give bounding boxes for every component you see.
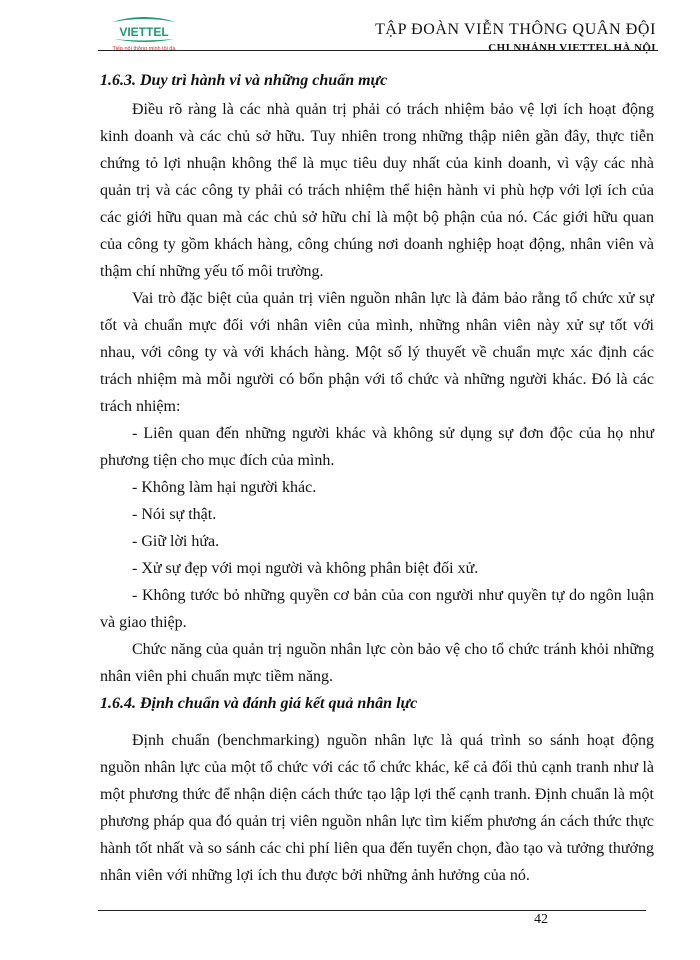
page-number: 42 [534,912,548,927]
branch-name: CHI NHÁNH VIETTEL HÀ NỘI [488,42,656,54]
viettel-logo [94,14,194,52]
page-content [100,67,654,889]
svg-text:VIETTEL: VIETTEL [119,25,169,39]
organization-name: TẬP ĐOÀN VIỄN THÔNG QUÂN ĐỘI [375,21,656,38]
header-divider [98,50,658,51]
list-item: - Không tước bỏ những quyền cơ bản của con người như quyền tự do ngôn luận và giao thiệp. [100,587,654,631]
paragraph: Vai trò đặc biệt của quản trị viên nguồn nhân lực là đảm bảo rằng tổ chức xử sự tốt và chuẩn mực đối với nhân viên của mình, những nhân viên này xử sự tốt với nhau, với công ty và với khách hàng. Một số lý thuyết về chuẩn mực xác định các trách nhiệm mà mỗi người có bổn phận với tổ chức và những người khác. Đó là các trách nhiệm: [100,290,654,415]
list-item: - Giữ lời hứa. [132,533,220,550]
list-item: - Không làm hại người khác. [132,479,317,496]
svg-text:Tiếp nối thông minh tối đa: Tiếp nối thông minh tối đa [112,46,176,52]
section-heading-163: 1.6.3. Duy trì hành vi và những chuẩn mực [100,72,388,89]
section-heading-164: 1.6.4. Định chuẩn và đánh giá kết quả nhân lực [100,695,418,712]
paragraph: Chức năng của quản trị nguồn nhân lực còn bảo vệ cho tổ chức tránh khỏi những nhân viên phi chuẩn mực tiềm năng. [100,641,654,685]
paragraph: Định chuẩn (benchmarking) nguồn nhân lực là quá trình so sánh hoạt động nguồn nhân lực của một tổ chức với các tổ chức khác, kể cả đối thủ cạnh tranh như là một phương thức để nhận diện cách thức tạo lập lợi thế cạnh tranh. Định chuẩn là một phương pháp qua đó quản trị viên nguồn nhân lực tìm kiếm phương án cách thức thực hành tốt nhất và so sánh các chi phí liên qua đến tuyển chọn, đào tạo và tưởng thưởng nhân viên với những lợi ích thu được bởi những ảnh hưởng của nó. [100,732,654,884]
list-item: - Xử sự đẹp với mọi người và không phân biệt đối xử. [132,560,479,577]
footer-divider [98,910,646,911]
paragraph: Điều rõ ràng là các nhà quản trị phải có trách nhiệm bảo vệ lợi ích hoạt động kinh doanh và các chủ sở hữu. Tuy nhiên trong những thập niên gần đây, thực tiễn chứng tỏ lợi nhuận không thể là mục tiêu duy nhất của kinh doanh, vì vậy các nhà quản trị và các công ty phải có trách nhiệm thể hiện hành vi phù hợp với lợi ích của các giới hữu quan mà các chủ sở hữu chỉ là một bộ phận của nó. Các giới hữu quan của công ty gồm khách hàng, công chúng nơi doanh nghiệp hoạt động, nhân viên và thậm chí những yếu tố môi trường. [100,101,654,280]
list-item: - Nói sự thật. [132,506,217,523]
list-item: - Liên quan đến những người khác và không sử dụng sự đơn độc của họ như phương tiện cho mục đích của mình. [100,425,654,469]
